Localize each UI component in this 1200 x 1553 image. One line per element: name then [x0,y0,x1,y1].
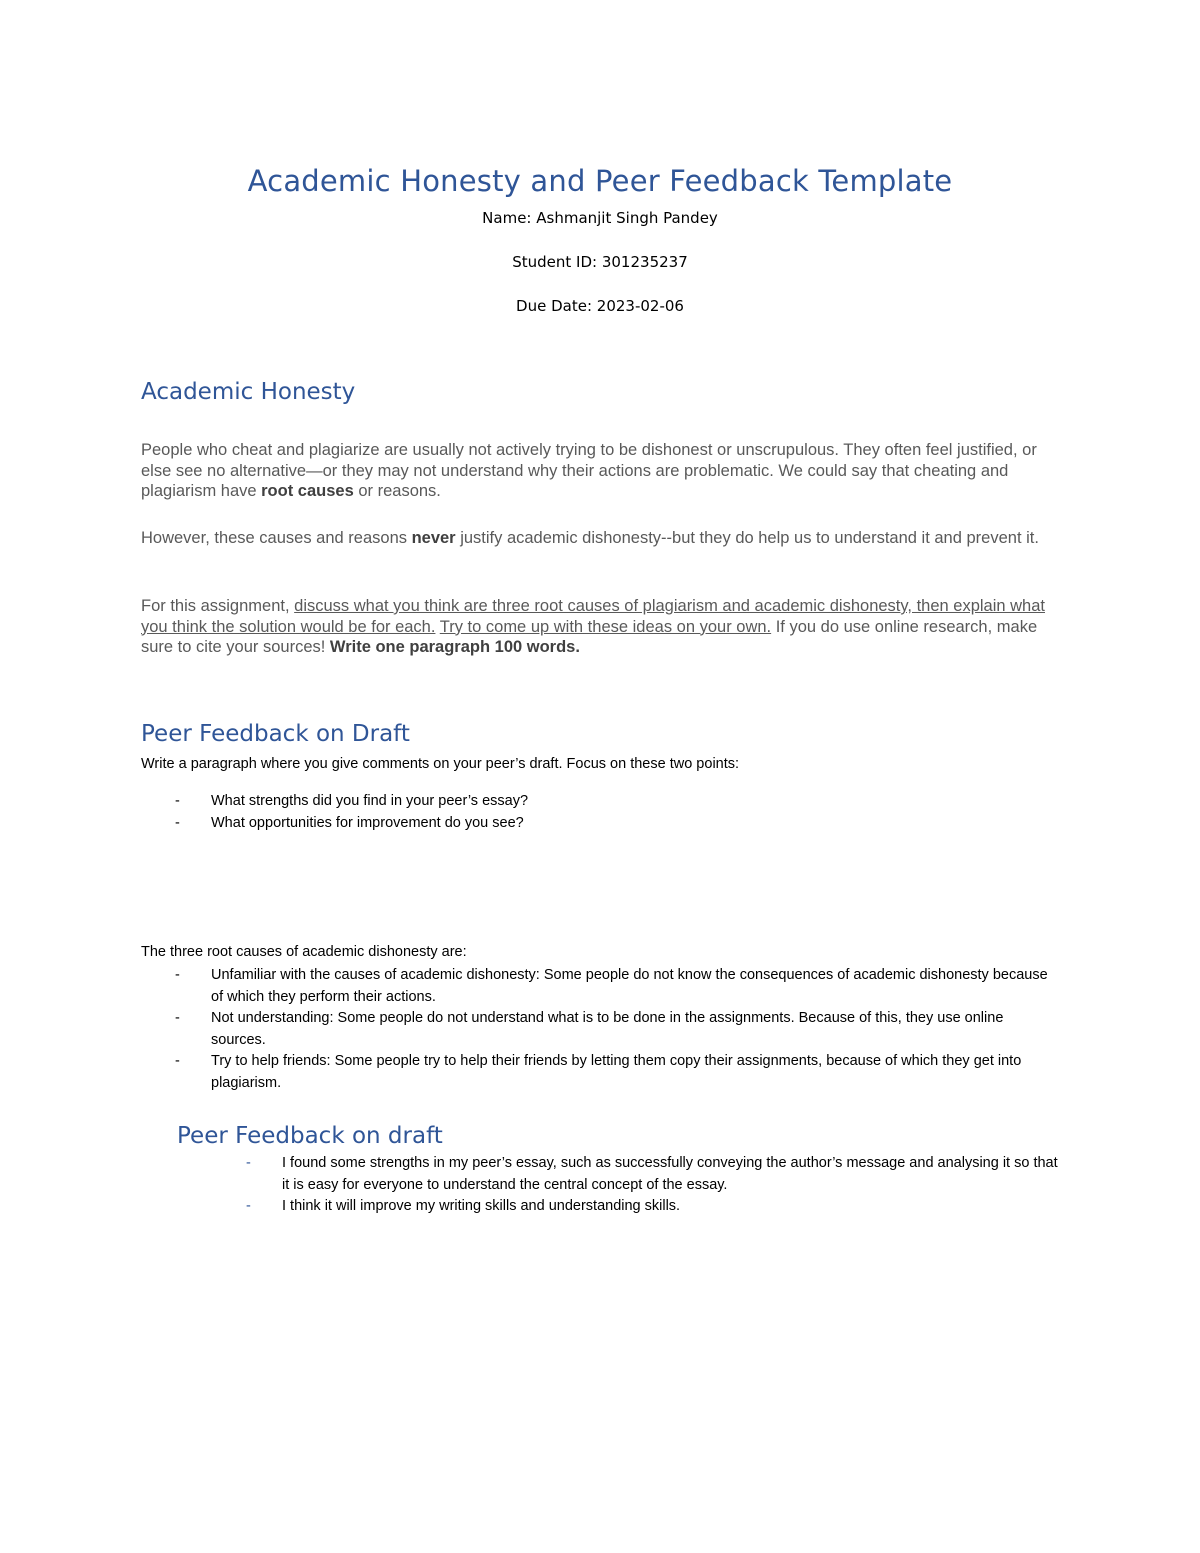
paragraph-text: If you do use online research, make sure to cite your sources! [141,617,1038,656]
dash-bullet: - [175,1053,180,1069]
paragraph-text: For this assignment, [141,597,295,615]
name-line: Name: Ashmanjit Singh Pandey [482,209,718,227]
dash-bullet: - [246,1155,251,1171]
list-item-text: I think it will improve my writing skills and understanding skills. [282,1198,681,1214]
dash-bullet: - [175,793,180,809]
list-item [212,1196,1062,1218]
dash-bullet: - [175,967,180,983]
paragraph-text: or reasons. [353,482,441,500]
list-item [141,791,1061,813]
list-item [141,965,1061,1008]
list-item-text: Try to help friends: Some people try to help their friends by letting them copy their assignments, because of which they get into plagiarism. [211,1053,1022,1091]
bold-text: never [411,529,456,547]
list-item [141,1051,1061,1094]
assignment-instructions-paragraph [141,596,1061,658]
due-date-line: Due Date: 2023-02-06 [516,297,684,315]
list-item [141,813,1061,835]
list-item-text: Unfamiliar with the causes of academic dishonesty: Some people do not know the consequences of academic dishonesty because of which they perform their actions. [211,967,1048,1005]
paragraph-text: People who cheat and plagiarize are usually not actively trying to be dishonest or unscrupulous. They often feel justified, or else see no alternative—or they may not understand why their actions are problematic. We could say that cheating and plagiarism have [141,441,1037,500]
bold-text: root causes [261,482,354,500]
peer-feedback-response-list [212,1153,1062,1218]
peer-feedback-intro: Write a paragraph where you give comments on your peer’s draft. Focus on these two points: [141,756,740,772]
list-item [212,1153,1062,1196]
document-title: Academic Honesty and Peer Feedback Template [247,164,953,198]
paragraph-text: justify academic dishonesty--but they do help us to understand it and prevent it. [455,529,1039,547]
student-id-line: Student ID: 301235237 [512,253,688,271]
academic-honesty-paragraph-1 [141,440,1061,502]
underlined-text: discuss what you think are three root causes of plagiarism and academic dishonesty, then explain what you think the solution would be for each. [141,597,1045,636]
root-causes-list [141,965,1061,1094]
bold-text: Write one paragraph 100 words. [329,638,580,656]
list-item-text: What strengths did you find in your peer’s essay? [211,793,529,809]
dash-bullet: - [175,1010,180,1026]
underlined-text: Try to come up with these ideas on your own. [439,617,772,636]
academic-honesty-paragraph-2 [141,528,1061,549]
list-item [141,1008,1061,1051]
root-causes-intro: The three root causes of academic dishonesty are: [141,944,467,960]
list-item-text: What opportunities for improvement do you see? [211,814,524,831]
academic-honesty-heading: Academic Honesty [141,379,356,405]
dash-bullet: - [246,1198,251,1214]
peer-feedback-points [141,791,1061,834]
peer-feedback-response-heading: Peer Feedback on draft [177,1123,443,1149]
list-item-text: Not understanding: Some people do not understand what is to be done in the assignments. Because of this, they use online sources. [211,1010,1004,1048]
dash-bullet: - [175,814,180,831]
list-item-text: I found some strengths in my peer’s essay, such as successfully conveying the author’s message and analysing it so that it is easy for everyone to understand the central concept of the essay. [282,1155,1058,1193]
peer-feedback-heading: Peer Feedback on Draft [141,721,410,747]
paragraph-text: However, these causes and reasons [141,529,412,547]
